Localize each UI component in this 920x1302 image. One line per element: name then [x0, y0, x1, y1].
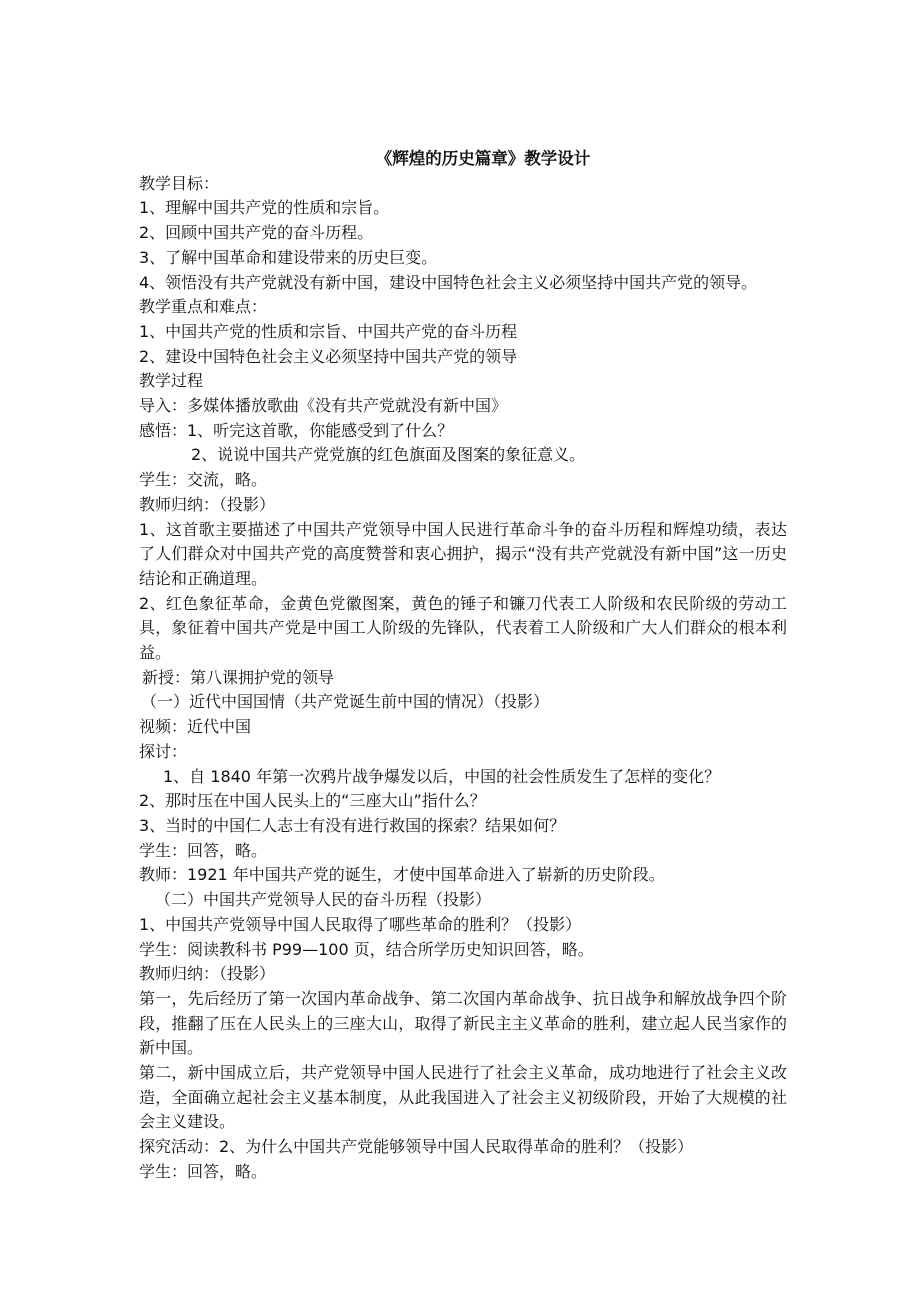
student-response: 学生：阅读教科书 P99—100 页，结合所学历史知识回答，略。: [139, 939, 594, 959]
student-response: 学生：回答，略。: [139, 1161, 268, 1181]
heading-teaching-goals: 教学目标：: [139, 173, 220, 193]
reflection-question: 2、说说中国共产党党旗的红色旗面及图案的象征意义。: [191, 445, 586, 465]
goal-item: 2、回顾中国共产党的奋斗历程。: [139, 223, 374, 243]
summary-paragraph: 第二，新中国成立后，共产党领导中国人民进行了社会主义革命，成功地进行了社会主义改造，全面确立起社会主义基本制度，从此我国进入了社会主义初级阶段，开始了大规模的社会主义建设。: [139, 1063, 787, 1132]
inquiry-activity: 探究活动：2、为什么中国共产党能够领导中国人民取得革命的胜利？（投影）: [139, 1137, 694, 1157]
heading-teaching-process: 教学过程: [139, 371, 204, 391]
summary-paragraph: 1、这首歌主要描述了中国共产党领导中国人民进行革命斗争的奋斗历程和辉煌功绩，表达了人们群众对中国共产党的高度赞誉和衷心拥护，揭示“没有共产党就没有新中国”这一历史结论和正确道理。: [139, 519, 787, 588]
summary-paragraph: 2、红色象征革命，金黄色党徽图案，黄色的锤子和镰刀代表工人阶级和农民阶级的劳动工具，象征着中国共产党是中国工人阶级的先锋队，代表着工人阶级和广大人们群众的根本利益。: [139, 593, 787, 663]
document-page: [139, 147, 787, 1185]
teacher-summary-heading: 教师归纳：（投影）: [139, 494, 276, 514]
section-heading: （一）近代中国国情（共产党诞生前中国的情况）（投影）: [141, 692, 550, 712]
discussion-question: 3、当时的中国仁人志士有没有进行救国的探索？结果如何？: [139, 815, 566, 835]
goal-item: 3、了解中国革命和建设带来的历史巨变。: [139, 247, 438, 267]
heading-key-points: 教学重点和难点：: [139, 297, 268, 317]
discussion-question: 1、自 1840 年第一次鸦片战争爆发以后，中国的社会性质发生了怎样的变化？: [163, 766, 721, 786]
reflection-question: 感悟：1、听完这首歌，你能感受到了什么？: [139, 420, 454, 440]
student-response: 学生：回答，略。: [139, 840, 268, 860]
document-title: 《辉煌的历史篇章》教学设计: [375, 149, 591, 168]
discussion-heading: 探讨：: [139, 741, 188, 761]
key-point-item: 2、建设中国特色社会主义必须坚持中国共产党的领导: [139, 346, 518, 366]
goal-item: 4、领悟没有共产党就没有新中国，建设中国特色社会主义必须坚持中国共产党的领导。: [139, 272, 758, 292]
intro-paragraph: 导入：多媒体播放歌曲《没有共产党就没有新中国》: [139, 396, 508, 416]
new-lesson-heading: 新授：第八课拥护党的领导: [142, 667, 335, 687]
discussion-question: 2、那时压在中国人民头上的“三座大山”指什么？: [139, 791, 486, 811]
teacher-summary-heading: 教师归纳：（投影）: [139, 964, 276, 984]
goal-item: 1、理解中国共产党的性质和宗旨。: [139, 198, 390, 218]
key-point-item: 1、中国共产党的性质和宗旨、中国共产党的奋斗历程: [139, 321, 518, 341]
inquiry-question: 1、中国共产党领导中国人民取得了哪些革命的胜利？（投影）: [139, 914, 582, 934]
student-response: 学生：交流，略。: [139, 470, 268, 490]
summary-paragraph: 第一，先后经历了第一次国内革命战争、第二次国内革命战争、抗日战争和解放战争四个阶段，推翻了压在人民头上的三座大山，取得了新民主主义革命的胜利，建立起人民当家作的新中国。: [139, 988, 787, 1058]
teacher-statement: 教师：1921 年中国共产党的诞生，才使中国革命进入了崭新的历史阶段。: [139, 865, 665, 885]
video-line: 视频：近代中国: [139, 717, 252, 737]
section-heading: （二）中国共产党领导人民的奋斗历程（投影）: [155, 890, 492, 910]
